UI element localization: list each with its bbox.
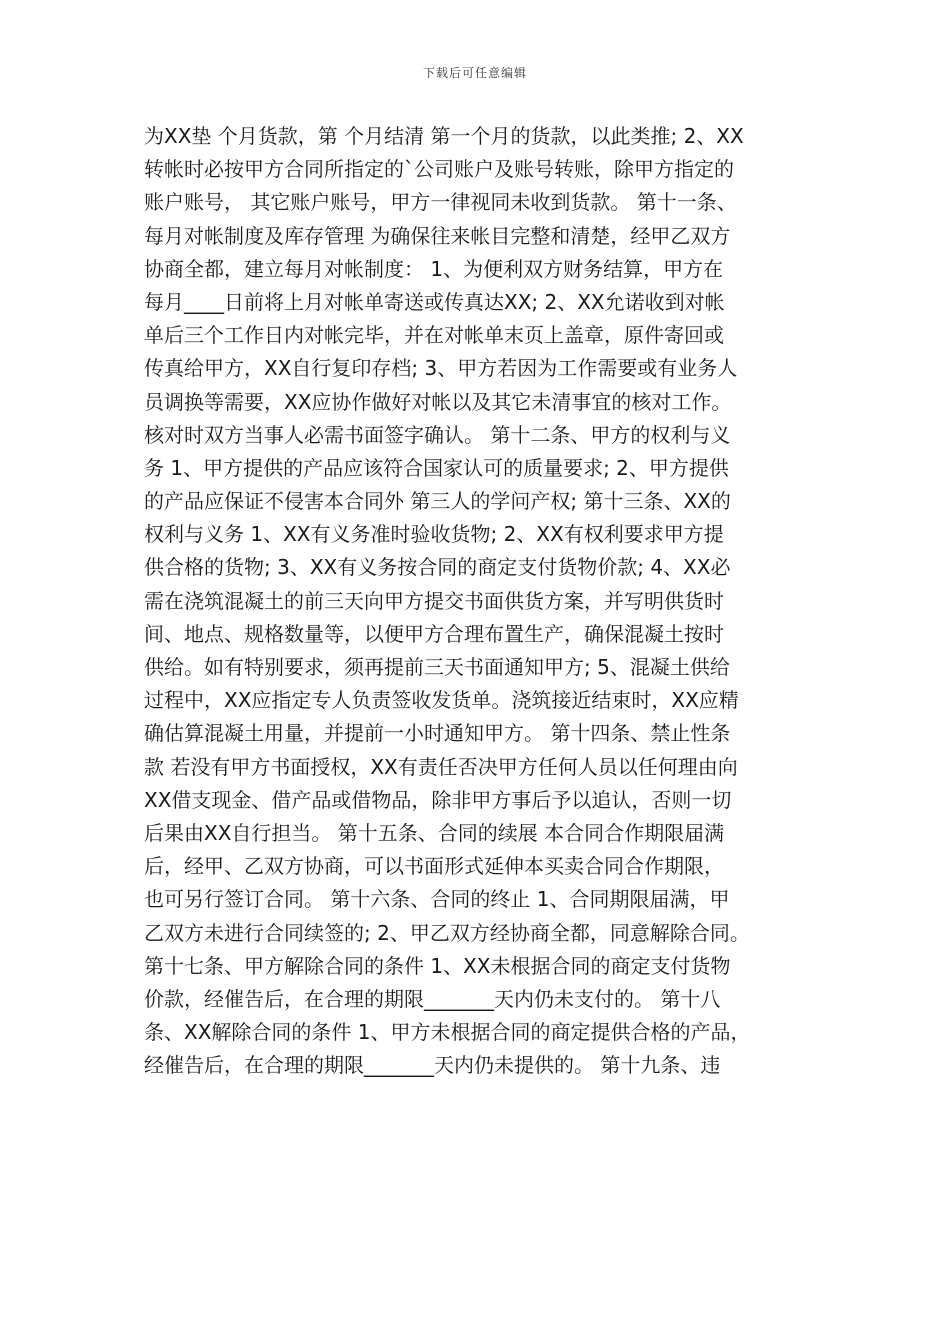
text-line: 款 若没有甲方书面授权，XX有责任否决甲方任何人员以任何理由向 [144,754,738,779]
text-line: 确估算混凝土用量，并提前一小时通知甲方。 第十四条、禁止性条 [144,721,731,746]
body-text [144,120,808,1082]
text-line: 价款，经催告后，在合理的期限_______天内仍未支付的。 第十八 [144,986,721,1011]
text-line: 供给。如有特别要求，须再提前三天书面通知甲方; 5、混凝土供给 [144,655,730,679]
text-line: 的产品应保证不侵害本合同外 第三人的学问产权; 第十三条、XX的 [144,489,731,514]
text-line: 间、地点、规格数量等，以便甲方合理布置生产，确保混凝土按时 [144,621,724,646]
text-line: 过程中，XX应指定专人负责签收发货单。浇筑接近结束时，XX应精 [144,688,739,713]
text-line: 单后三个工作日内对帐完毕，并在对帐单末页上盖章，原件寄回或 [144,323,724,348]
text-line: 核对时双方当事人必需书面签字确认。 第十二条、甲方的权利与义 [144,422,731,447]
text-line: 每月对帐制度及库存管理 为确保往来帐目完整和清楚，经甲乙双方 [144,223,731,248]
text-line: 后，经甲、乙双方协商，可以书面形式延伸本买卖合同合作期限， [144,854,724,879]
text-line: 后果由XX自行担当。 第十五条、合同的续展 本合同合作期限届满 [144,820,725,845]
text-line: 为XX垫 个月货款，第 个月结清 第一个月的货款，以此类推; 2、XX [144,124,744,148]
text-line: 第十七条、甲方解除合同的条件 1、XX未根据合同的商定支付货物 [144,953,731,978]
text-line: 需在浇筑混凝土的前三天向甲方提交书面供货方案，并写明供货时 [144,588,724,613]
text-line: 条、XX解除合同的条件 1、甲方未根据合同的商定提供合格的产品， [144,1020,751,1045]
text-line: 传真给甲方，XX自行复印存档; 3、甲方若因为工作需要或有业务人 [144,356,738,381]
page-header: 下载后可任意编辑 [422,66,527,80]
text-line: 协商全都，建立每月对帐制度： 1、为便利双方财务结算，甲方在 [144,256,724,281]
text-line: 员调换等需要，XX应协作做好对帐以及其它未清事宜的核对工作。 [144,389,732,414]
text-line: 也可另行签订合同。 第十六条、合同的终止 1、合同期限届满，甲 [144,887,730,912]
text-line: 每月____日前将上月对帐单寄送或传真达XX; 2、XX允诺收到对帐 [144,289,725,314]
text-line: 经催告后，在合理的期限_______天内仍未提供的。 第十九条、违 [144,1053,721,1078]
text-line: 务 1、甲方提供的产品应该符合国家认可的质量要求; 2、甲方提供 [144,455,729,480]
text-line: 供合格的货物; 3、XX有义务按合同的商定支付货物价款; 4、XX必 [144,555,731,580]
text-line: 权利与义务 1、XX有义务准时验收货物; 2、XX有权利要求甲方提 [144,522,724,547]
text-line: 转帐时必按甲方合同所指定的`公司账户及账号转账，除甲方指定的 [144,157,734,182]
text-line: 乙双方未进行合同续签的; 2、甲乙双方经协商全都，同意解除合同。 [144,920,750,945]
text-line: XX借支现金、借产品或借物品，除非甲方事后予以追认，否则一切 [144,787,732,812]
text-line: 账户账号， 其它账户账号，甲方一律视同未收到货款。 第十一条、 [144,190,737,215]
